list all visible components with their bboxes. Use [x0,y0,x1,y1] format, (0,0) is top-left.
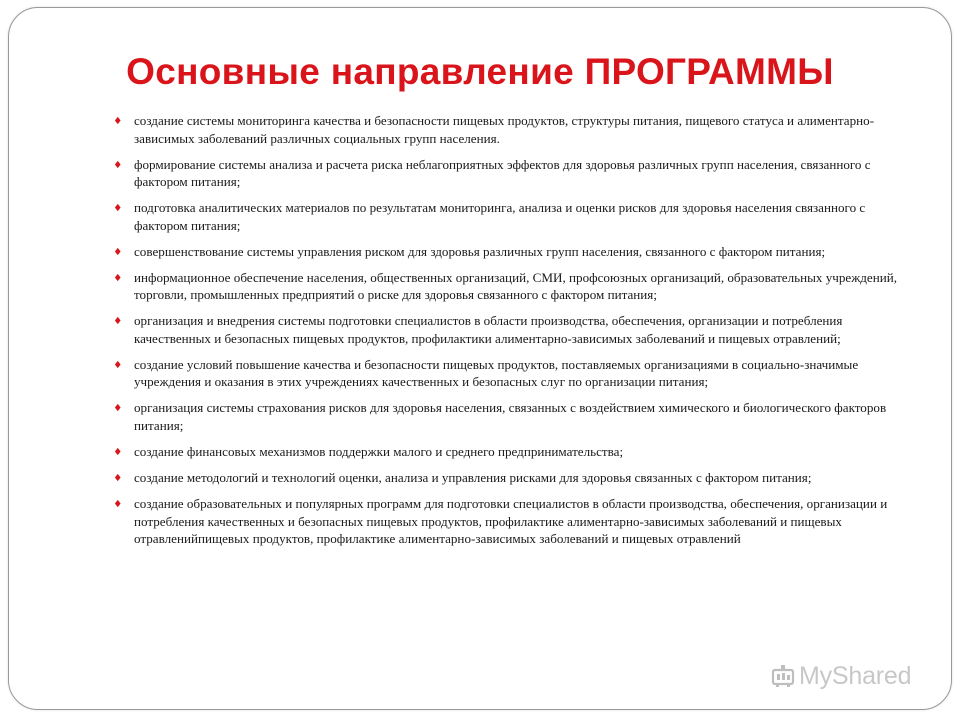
bullet-list [107,112,919,556]
list-item-text: создание системы мониторинга качества и безопасности пищевых продуктов, структуры питания, пищевого статуса и алиментарно-зависимых заболеваний различных социальных групп населения. [134,113,875,146]
bullet-icon [114,203,121,212]
bullet-icon [114,499,121,508]
bullet-icon [114,360,121,369]
watermark-text: MyShared [799,661,912,690]
list-item [107,199,919,234]
bullet-icon [114,160,121,169]
list-item-text: организация системы страхования рисков для здоровья населения, связанных с воздействием химического и биологического факторов питания; [134,400,887,434]
bullet-icon [114,473,121,482]
list-item [107,495,919,548]
list-item [107,112,919,147]
list-item-text: создание методологий и технологий оценки, анализа и управления рисками для здоровья связанных с фактором питания; [134,470,812,486]
bullet-icon [114,403,121,412]
list-item-text: создание образовательных и популярных программ для подготовки специалистов в области производства, обеспечения, организации и потребления качественных и безопасных пищевых продуктов, профилактике алиментарно-зависимых заболеваний и пищевых отравленийпищевых продуктов, профилактике алиментарно-зависимых заболеваний и пищевых отравлений [134,496,888,547]
bullet-icon [114,116,121,125]
slide [8,7,952,710]
watermark [770,661,911,691]
list-item [107,399,919,434]
list-item-text: организация и внедрения системы подготовки специалистов в области производства, обеспечения, организации и потребления качественных и безопасных пищевых продуктов, профилактики алиментарно-зависимых заболеваний и пищевых отравлений; [134,313,843,346]
slide-title: Основные направление ПРОГРАММЫ [126,51,834,92]
list-item [107,156,919,191]
myshared-logo-icon [770,663,796,689]
list-item [107,356,919,391]
bullet-icon [114,247,121,256]
list-item-text: формирование системы анализа и расчета риска неблагоприятных эффектов для здоровья различных групп населения, связанного с фактором питания; [134,156,871,190]
bullet-icon [114,273,121,282]
bullet-icon [114,316,121,325]
list-item [107,243,919,261]
list-item-text: подготовка аналитических материалов по результатам мониторинга, анализа и оценки рисков для здоровья населения связанного с фактором питания; [134,200,866,233]
list-item-text: совершенствование системы управления риском для здоровья различных групп населения, связанного с фактором питания; [134,243,826,259]
list-item-text: информационное обеспечение населения, общественных организаций, СМИ, профсоюзных организаций, образовательных учреждений, торговли, промышленных предприятий о риске для здоровья связанного с фактором питания; [134,269,898,303]
list-item-text: создание условий повышение качества и безопасности пищевых продуктов, поставляемых организациями в социально-значимые учреждения и оказания в этих учреждениях качественных и безопасных слуг по организации питания; [134,356,859,390]
list-item [107,469,919,487]
list-item [107,312,919,347]
list-item [107,269,919,304]
list-item [107,443,919,461]
list-item-text: создание финансовых механизмов поддержки малого и среднего предпринимательства; [134,444,624,460]
bullet-icon [114,447,121,456]
